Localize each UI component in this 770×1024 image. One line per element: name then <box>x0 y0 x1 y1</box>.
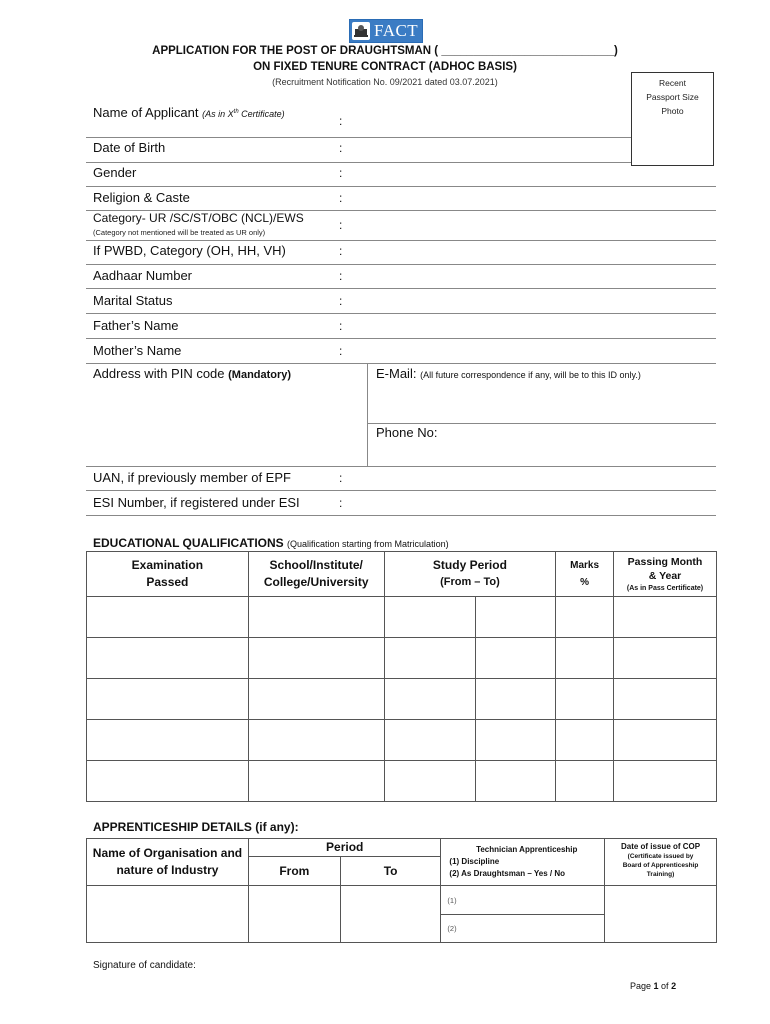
mother-input-line[interactable] <box>86 363 716 364</box>
appr-cop-cell[interactable] <box>605 886 717 943</box>
signature-label: Signature of candidate: <box>93 960 196 971</box>
photo-label-3: Photo <box>661 106 684 116</box>
appr-tech-row1[interactable]: (1) <box>441 886 605 915</box>
email-input[interactable] <box>368 382 716 422</box>
appr-org-cell[interactable] <box>87 886 249 943</box>
page-number: Page 1 of 2 <box>630 981 677 991</box>
emblem-icon <box>352 22 370 40</box>
dob-label: Date of Birth <box>93 140 166 155</box>
pwbd-colon: : <box>339 244 343 258</box>
photo-label-2: Passport Size <box>646 92 699 102</box>
uan-input-line[interactable] <box>86 490 716 491</box>
dob-colon: : <box>339 141 343 155</box>
col-from: From <box>248 857 340 886</box>
edu-cell[interactable] <box>614 761 717 802</box>
edu-cell[interactable] <box>476 679 556 720</box>
phone-label: Phone No: <box>376 425 438 440</box>
esi-colon: : <box>339 496 343 510</box>
father-input-line[interactable] <box>86 338 716 339</box>
religion-colon: : <box>339 191 343 205</box>
pwbd-input-line[interactable] <box>86 264 716 265</box>
edu-cell[interactable] <box>476 597 556 638</box>
edu-cell[interactable] <box>556 761 614 802</box>
divider <box>367 423 716 424</box>
col-study: Study Period (From – To) <box>384 552 555 597</box>
edu-cell[interactable] <box>614 638 717 679</box>
edu-cell[interactable] <box>248 679 384 720</box>
mother-label: Mother’s Name <box>93 343 182 358</box>
address-input[interactable] <box>86 368 368 465</box>
col-passing: Passing Month & Year (As in Pass Certificate) <box>614 552 717 597</box>
edu-cell[interactable] <box>87 597 249 638</box>
edu-cell[interactable] <box>87 720 249 761</box>
gender-label: Gender <box>93 165 137 180</box>
appr-from-cell[interactable] <box>248 886 340 943</box>
edu-cell[interactable] <box>476 761 556 802</box>
marital-input-line[interactable] <box>86 313 716 314</box>
appr-tech-row2[interactable]: (2) <box>441 915 605 943</box>
apprenticeship-table <box>86 838 717 943</box>
logo-text: FACT <box>374 21 419 40</box>
col-school: School/Institute/ College/University <box>248 552 384 597</box>
edu-cell[interactable] <box>248 720 384 761</box>
marital-colon: : <box>339 294 343 308</box>
religion-label: Religion & Caste <box>93 190 190 205</box>
photo-box[interactable] <box>631 72 714 166</box>
form-title: APPLICATION FOR THE POST OF DRAUGHTSMAN ( ___________________________) <box>152 45 618 57</box>
aadhaar-input-line[interactable] <box>86 288 716 289</box>
edu-cell[interactable] <box>87 761 249 802</box>
edu-cell[interactable] <box>384 720 476 761</box>
gender-colon: : <box>339 166 343 180</box>
form-subtitle: ON FIXED TENURE CONTRACT (ADHOC BASIS) <box>253 61 517 73</box>
education-title: EDUCATIONAL QUALIFICATIONS (Qualification starting from Matriculation) <box>93 536 449 550</box>
aadhaar-label: Aadhaar Number <box>93 268 192 283</box>
uan-colon: : <box>339 471 343 485</box>
appr-to-cell[interactable] <box>340 886 441 943</box>
edu-cell[interactable] <box>248 761 384 802</box>
mother-colon: : <box>339 344 343 358</box>
divider <box>86 466 716 467</box>
pwbd-label: If PWBD, Category (OH, HH, VH) <box>93 243 286 258</box>
esi-label: ESI Number, if registered under ESI <box>93 495 300 510</box>
edu-cell[interactable] <box>248 597 384 638</box>
category-label: Category- UR /SC/ST/OBC (NCL)/EWS <box>93 211 304 225</box>
photo-label-1: Recent <box>659 78 686 88</box>
fact-logo <box>349 19 423 43</box>
edu-cell[interactable] <box>476 720 556 761</box>
uan-label: UAN, if previously member of EPF <box>93 470 291 485</box>
category-note: (Category not mentioned will be treated as UR only) <box>93 228 266 237</box>
gender-input-line[interactable] <box>86 186 716 187</box>
address-label: Address with PIN code (Mandatory) <box>93 366 292 381</box>
edu-cell[interactable] <box>556 638 614 679</box>
category-colon: : <box>339 218 343 232</box>
edu-cell[interactable] <box>87 679 249 720</box>
education-table <box>86 551 717 802</box>
apprenticeship-title: APPRENTICESHIP DETAILS (if any): <box>93 820 299 834</box>
col-org: Name of Organisation and nature of Industry <box>87 839 249 886</box>
edu-cell[interactable] <box>556 720 614 761</box>
notification-no: (Recruitment Notification No. 09/2021 dated 03.07.2021) <box>272 77 498 87</box>
edu-cell[interactable] <box>614 720 717 761</box>
edu-cell[interactable] <box>384 638 476 679</box>
edu-cell[interactable] <box>384 679 476 720</box>
col-exam: Examination Passed <box>87 552 249 597</box>
dob-input-line[interactable] <box>86 162 631 163</box>
edu-cell[interactable] <box>476 638 556 679</box>
edu-cell[interactable] <box>614 679 717 720</box>
edu-cell[interactable] <box>384 761 476 802</box>
father-label: Father’s Name <box>93 318 179 333</box>
edu-cell[interactable] <box>87 638 249 679</box>
edu-cell[interactable] <box>556 679 614 720</box>
name-colon: : <box>339 114 343 128</box>
edu-cell[interactable] <box>384 597 476 638</box>
col-tech: Technician Apprenticeship (1) Discipline (2) As Draughtsman – Yes / No <box>441 839 605 886</box>
col-to: To <box>340 857 441 886</box>
col-cop: Date of issue of COP (Certificate issued by Board of Apprenticeship Training) <box>605 839 717 886</box>
father-colon: : <box>339 319 343 333</box>
esi-input-line[interactable] <box>86 515 716 516</box>
email-label: E-Mail: (All future correspondence if any, will be to this ID only.) <box>376 366 641 381</box>
marital-label: Marital Status <box>93 293 173 308</box>
name-input-line[interactable] <box>343 137 631 138</box>
col-marks: Marks % <box>556 552 614 597</box>
aadhaar-colon: : <box>339 269 343 283</box>
phone-input[interactable] <box>368 442 716 465</box>
edu-cell[interactable] <box>248 638 384 679</box>
name-label: Name of Applicant (As in Xth Certificate) <box>93 105 285 120</box>
category-input-line[interactable] <box>86 240 716 241</box>
edu-cell[interactable] <box>614 597 717 638</box>
edu-cell[interactable] <box>556 597 614 638</box>
col-period: Period <box>248 839 440 857</box>
